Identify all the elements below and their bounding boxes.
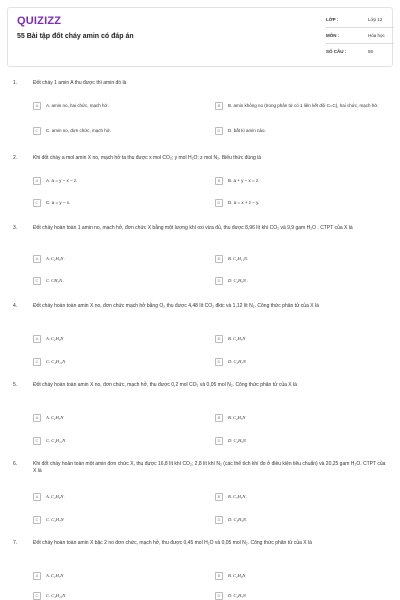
option-a[interactable] — [33, 412, 63, 423]
option-text: C. amin no, đơn chức, mạch hở. — [46, 127, 111, 133]
option-text: C. a = y − x. — [46, 199, 71, 205]
option-c[interactable] — [33, 275, 64, 286]
option-letter-box: D — [215, 358, 223, 366]
option-letter-box: C — [33, 199, 41, 207]
option-d[interactable] — [215, 197, 259, 208]
option-letter-box: C — [33, 516, 41, 524]
page-title: 55 Bài tập đốt cháy amin có đáp án — [17, 33, 134, 40]
option-letter-box: B — [215, 572, 223, 580]
option-b[interactable] — [215, 491, 248, 502]
option-text: D. C₃H₉N. — [228, 516, 248, 522]
meta-label-class: LỚP : — [326, 17, 339, 22]
option-text: A. C₄H₉N . — [46, 493, 66, 499]
option-letter-box: C — [33, 592, 41, 600]
option-d[interactable] — [215, 356, 246, 367]
option-text: C. C₂H₇N — [46, 516, 64, 522]
option-c[interactable] — [33, 435, 65, 446]
option-b[interactable] — [215, 100, 385, 111]
option-c[interactable] — [33, 590, 65, 600]
option-d[interactable] — [215, 435, 246, 446]
option-text: B. C₄H₁₁N. — [228, 255, 249, 261]
question-text: Khi đốt cháy hoàn toàn một amin đơn chức X, thu được 16,8 lít khí CO₂; 2,8 lít khí N₂ (các thể tích khí đo ở điều kiện tiêu chuẩn) và 20,25 gam H₂O. CTPT của X là — [33, 461, 386, 474]
option-text: C. C₄H₁₁N — [46, 437, 66, 443]
option-letter-box: A — [33, 335, 41, 343]
question-number: 2. — [13, 155, 18, 161]
option-b[interactable] — [215, 412, 245, 423]
option-c[interactable] — [33, 197, 70, 208]
question-number: 3. — [13, 225, 18, 231]
option-c[interactable] — [33, 514, 64, 525]
option-letter-box: A — [33, 493, 41, 501]
option-letter-box: B — [215, 414, 223, 422]
option-letter-box: B — [215, 335, 223, 343]
option-letter-box: C — [33, 437, 41, 445]
option-text: D. C₂H₅N — [228, 592, 246, 598]
option-letter-box: D — [215, 277, 223, 285]
option-text: B. C₂H₅N — [228, 335, 246, 341]
meta-label-subject: MÔN : — [326, 33, 340, 38]
question-text: Đốt cháy 1 amin A thu được thì amin đó là — [33, 80, 127, 86]
option-text: D. a = x + z − y. — [228, 199, 260, 205]
question-text: Đốt cháy hoàn toàn amin X no, đơn chức mạch hở bằng O₂ thu được 4,48 lít CO₂ đktc và 1,12 lít N₂. Công thức phân tử của X là — [33, 303, 319, 309]
option-text: D. C₂H₇N — [228, 358, 246, 364]
option-text: A. a = y − x − z. — [46, 177, 78, 183]
option-a[interactable] — [33, 100, 109, 111]
option-letter-box: C — [33, 127, 41, 135]
option-a[interactable] — [33, 491, 66, 502]
question-number: 6. — [13, 461, 18, 467]
option-letter-box: C — [33, 358, 41, 366]
meta-value-count: 55 — [368, 49, 374, 54]
option-c[interactable] — [33, 356, 65, 367]
meta-value-subject: Hóa học — [368, 33, 385, 38]
question-number: 7. — [13, 540, 18, 546]
question-text: Khi đốt cháy a mol amin X no, mạch hở ta thu được x mol CO₂; y mol H₂O; z mol N₂. Biểu thức đúng là — [33, 155, 262, 161]
option-a[interactable] — [33, 253, 66, 264]
question-text: Đốt cháy hoàn toàn amin X no, đơn chức, mạch hở, thu được 0,2 mol CO₂ và 0,05 mol N₂. Công thức phân tử của X là — [33, 382, 297, 388]
option-text: D. bất kì amin nào. — [228, 127, 266, 133]
option-letter-box: A — [33, 414, 41, 422]
option-text: D. C₄H₉N — [228, 437, 246, 443]
option-letter-box: B — [215, 102, 223, 110]
option-letter-box: D — [215, 437, 223, 445]
option-text: A. C₂H₅N . — [46, 255, 66, 261]
meta-label-count: SỐ CÂU : — [326, 49, 347, 54]
option-a[interactable] — [33, 570, 63, 581]
option-b[interactable] — [215, 570, 245, 581]
option-letter-box: A — [33, 572, 41, 580]
question-number: 5. — [13, 382, 18, 388]
option-text: C. CH₅N . — [46, 277, 65, 283]
option-text: B. a + y − x = z. — [228, 177, 260, 183]
option-text: B. C₂H₅N — [228, 414, 246, 420]
option-letter-box: B — [215, 255, 223, 263]
option-text: C. C₄H₁₁N — [46, 592, 66, 598]
option-letter-box: A — [33, 177, 41, 185]
meta-divider — [326, 27, 394, 28]
option-b[interactable] — [215, 175, 259, 186]
option-text: A. C₂H₇N — [46, 572, 64, 578]
meta-value-class: Lớp 12 — [368, 17, 383, 22]
question-text: Đốt cháy hoàn toàn 1 amin no, mạch hở, đơn chức X bằng một lượng khí oxi vừa đủ, thu được 8,96 lít khí CO₂ và 9,9 gam H₂O . CTPT của X là — [33, 225, 353, 231]
worksheet-header — [7, 7, 393, 67]
option-letter-box: A — [33, 255, 41, 263]
option-letter-box: A — [33, 102, 41, 110]
option-a[interactable] — [33, 175, 77, 186]
option-c[interactable] — [33, 125, 111, 136]
option-d[interactable] — [215, 514, 247, 525]
option-d[interactable] — [215, 125, 266, 136]
option-text: D. C₄H₉N . — [228, 277, 249, 283]
question-number: 1. — [13, 80, 18, 86]
option-text: B. amin không no (trong phân tử có 1 liên kết đôi C=C), hai chức, mạch hở. — [228, 102, 379, 108]
option-letter-box: D — [215, 127, 223, 135]
quizizz-logo: QUIZIZZ — [17, 15, 62, 27]
option-letter-box: B — [215, 177, 223, 185]
option-text: A. amin no, hai chức, mạch hở. — [46, 102, 109, 108]
option-letter-box: D — [215, 592, 223, 600]
meta-divider — [326, 43, 394, 44]
option-a[interactable] — [33, 333, 63, 344]
option-text: C. C₄H₁₁N — [46, 358, 66, 364]
question-text: Đốt cháy hoàn toàn amin X bậc 2 no đơn chức, mạch hở, thu được 0,45 mol H₂O và 0,05 mol N₂. Công thức phân tử của X là — [33, 540, 312, 546]
option-letter-box: D — [215, 516, 223, 524]
option-text: B. C₄H₉N — [228, 572, 246, 578]
option-letter-box: B — [215, 493, 223, 501]
option-letter-box: C — [33, 277, 41, 285]
option-text: B. C₃H₇N . — [228, 493, 248, 499]
option-text: A. C₂H₉N — [46, 335, 64, 341]
question-number: 4. — [13, 303, 18, 309]
option-b[interactable] — [215, 333, 245, 344]
option-letter-box: D — [215, 199, 223, 207]
option-d[interactable] — [215, 590, 246, 600]
option-d[interactable] — [215, 275, 248, 286]
option-b[interactable] — [215, 253, 248, 264]
option-text: A. C₂H₇N — [46, 414, 64, 420]
